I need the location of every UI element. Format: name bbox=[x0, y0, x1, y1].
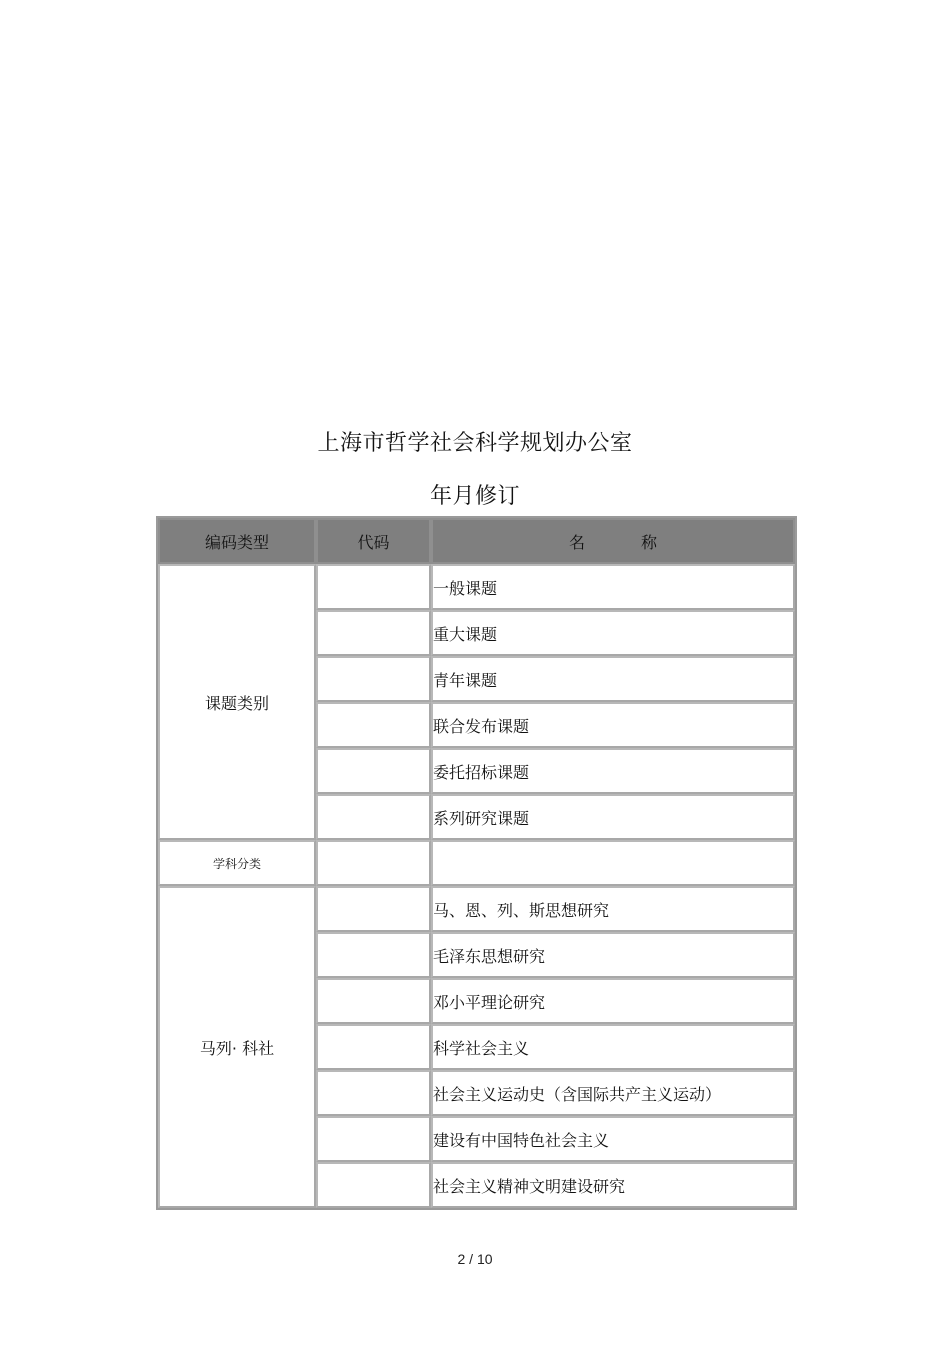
classification-table bbox=[156, 516, 797, 1210]
name-cell: 青年课题 bbox=[431, 656, 795, 702]
group-type-cell: 课题类别 bbox=[158, 564, 316, 840]
code-cell bbox=[316, 1070, 431, 1116]
code-cell bbox=[316, 702, 431, 748]
name-cell: 科学社会主义 bbox=[431, 1024, 795, 1070]
name-cell: 建设有中国特色社会主义 bbox=[431, 1116, 795, 1162]
code-cell bbox=[316, 840, 431, 886]
name-cell: 重大课题 bbox=[431, 610, 795, 656]
name-cell: 马、恩、列、斯思想研究 bbox=[431, 886, 795, 932]
column-header-type: 编码类型 bbox=[158, 518, 316, 564]
code-cell bbox=[316, 1162, 431, 1208]
code-cell bbox=[316, 794, 431, 840]
name-cell: 社会主义精神文明建设研究 bbox=[431, 1162, 795, 1208]
table-row bbox=[158, 886, 795, 932]
name-cell: 一般课题 bbox=[431, 564, 795, 610]
column-header-code: 代码 bbox=[316, 518, 431, 564]
column-header-name-part1: 名 bbox=[568, 532, 585, 552]
code-cell bbox=[316, 656, 431, 702]
page-number: 2 / 10 bbox=[457, 1251, 493, 1267]
document-title: 上海市哲学社会科学规划办公室 bbox=[317, 431, 633, 456]
code-cell bbox=[316, 978, 431, 1024]
table-row bbox=[158, 840, 795, 886]
code-cell bbox=[316, 1116, 431, 1162]
column-header-name-part2: 称 bbox=[641, 532, 658, 552]
code-cell bbox=[316, 610, 431, 656]
name-cell: 系列研究课题 bbox=[431, 794, 795, 840]
name-cell: 邓小平理论研究 bbox=[431, 978, 795, 1024]
table-header-row bbox=[158, 518, 795, 564]
code-cell bbox=[316, 564, 431, 610]
group-type-cell: 学科分类 bbox=[158, 840, 316, 886]
group-type-cell: 马列· 科社 bbox=[158, 886, 316, 1208]
revision-date: 年月修订 bbox=[429, 484, 520, 509]
name-cell bbox=[431, 840, 795, 886]
table-row bbox=[158, 564, 795, 610]
code-cell bbox=[316, 748, 431, 794]
column-header-name bbox=[431, 518, 795, 564]
code-cell bbox=[316, 932, 431, 978]
name-cell: 毛泽东思想研究 bbox=[431, 932, 795, 978]
name-cell: 社会主义运动史（含国际共产主义运动） bbox=[431, 1070, 795, 1116]
name-cell: 联合发布课题 bbox=[431, 702, 795, 748]
code-cell bbox=[316, 886, 431, 932]
code-cell bbox=[316, 1024, 431, 1070]
name-cell: 委托招标课题 bbox=[431, 748, 795, 794]
